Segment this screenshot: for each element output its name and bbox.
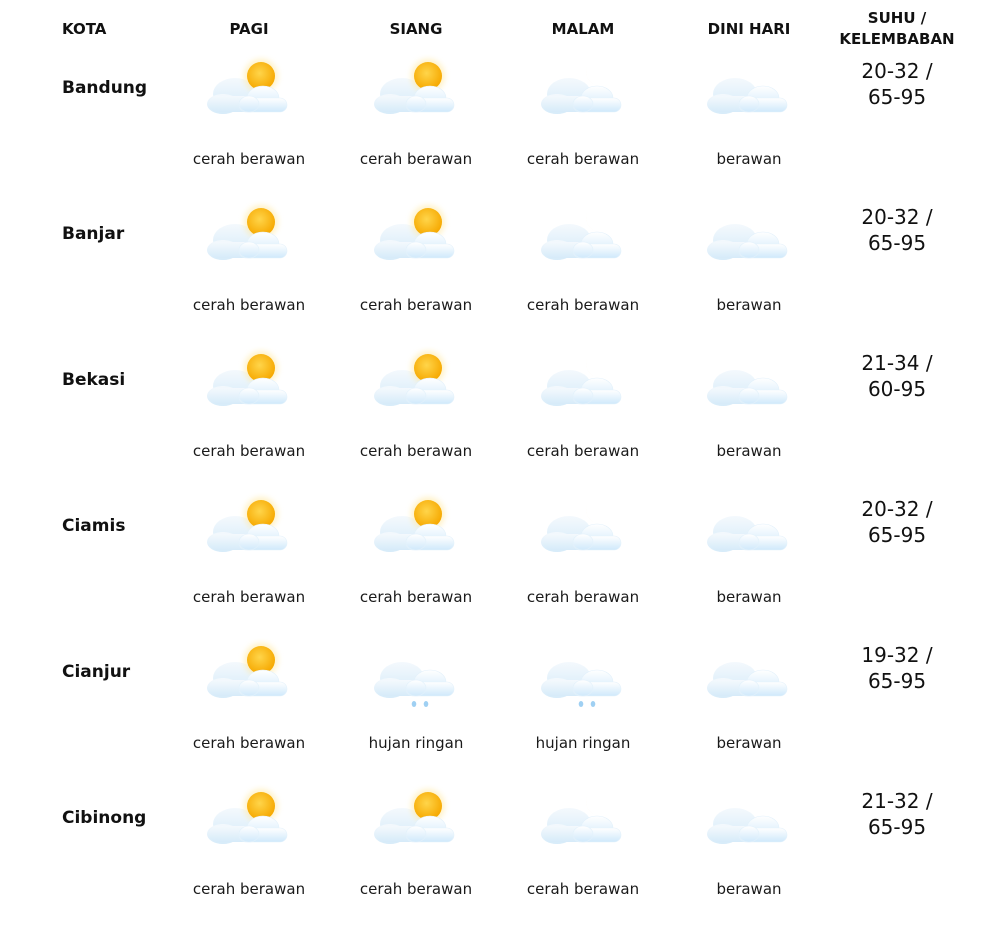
weather-desc: cerah berawan (192, 588, 306, 606)
slot-malam (500, 638, 666, 760)
weather-desc: cerah berawan (526, 150, 640, 168)
header-pagi: PAGI (229, 19, 269, 38)
slot-siang (333, 492, 499, 614)
rain-cloud-icon (541, 638, 625, 702)
weather-desc: cerah berawan (359, 296, 473, 314)
weather-desc: cerah berawan (359, 880, 473, 898)
city-row (0, 42, 1000, 188)
cloud-icon (707, 492, 791, 556)
slot-pagi (166, 492, 332, 614)
sun-cloud-icon (374, 346, 458, 410)
weather-desc: berawan (716, 442, 782, 460)
city-row (0, 480, 1000, 626)
weather-desc: berawan (716, 588, 782, 606)
cloud-icon (707, 784, 791, 848)
slot-dini-hari (666, 200, 832, 322)
weather-desc: berawan (716, 150, 782, 168)
temp-humidity (832, 788, 962, 840)
moon-cloud-icon (541, 784, 625, 848)
header-suhu-line2: KELEMBABAN (839, 30, 955, 48)
header-dini-hari: DINI HARI (707, 19, 791, 38)
weather-desc: cerah berawan (192, 296, 306, 314)
temp-range: 20-32 / (861, 59, 933, 83)
slot-dini-hari (666, 346, 832, 468)
sun-cloud-icon (374, 54, 458, 118)
header-malam: MALAM (551, 19, 615, 38)
weather-desc: cerah berawan (526, 442, 640, 460)
slot-siang (333, 784, 499, 906)
sun-cloud-icon (374, 200, 458, 264)
weather-desc: cerah berawan (192, 880, 306, 898)
temp-humidity (832, 496, 962, 548)
humidity-range: 60-95 (867, 377, 927, 401)
cloud-icon (707, 346, 791, 410)
rain-cloud-icon (374, 638, 458, 702)
city-row (0, 334, 1000, 480)
moon-cloud-icon (541, 200, 625, 264)
humidity-range: 65-95 (867, 85, 927, 109)
sun-cloud-icon (374, 784, 458, 848)
weather-desc: cerah berawan (526, 296, 640, 314)
temp-humidity (832, 204, 962, 256)
weather-desc: cerah berawan (359, 588, 473, 606)
humidity-range: 65-95 (867, 815, 927, 839)
slot-pagi (166, 200, 332, 322)
weather-desc: hujan ringan (535, 734, 631, 752)
slot-malam (500, 492, 666, 614)
humidity-range: 65-95 (867, 231, 927, 255)
weather-desc: cerah berawan (192, 734, 306, 752)
header-kota: KOTA (62, 19, 107, 38)
weather-desc: berawan (716, 734, 782, 752)
moon-cloud-icon (541, 492, 625, 556)
sun-cloud-icon (207, 492, 291, 556)
humidity-range: 65-95 (867, 523, 927, 547)
moon-cloud-icon (541, 346, 625, 410)
header-siang: SIANG (389, 19, 443, 38)
slot-dini-hari (666, 784, 832, 906)
weather-desc: berawan (716, 880, 782, 898)
temp-range: 21-34 / (861, 351, 933, 375)
slot-malam (500, 54, 666, 176)
weather-desc: berawan (716, 296, 782, 314)
temp-range: 20-32 / (861, 497, 933, 521)
temp-humidity (832, 642, 962, 694)
weather-desc: cerah berawan (359, 150, 473, 168)
weather-desc: cerah berawan (526, 588, 640, 606)
slot-malam (500, 346, 666, 468)
city-name: Bandung (62, 78, 148, 98)
sun-cloud-icon (207, 54, 291, 118)
slot-pagi (166, 784, 332, 906)
temp-range: 20-32 / (861, 205, 933, 229)
temp-humidity (832, 58, 962, 110)
weather-desc: cerah berawan (359, 442, 473, 460)
cloud-icon (707, 54, 791, 118)
city-name: Cibinong (62, 808, 147, 828)
header-suhu-line1: SUHU / (867, 9, 927, 27)
slot-siang (333, 200, 499, 322)
slot-pagi (166, 638, 332, 760)
slot-pagi (166, 346, 332, 468)
temp-range: 21-32 / (861, 789, 933, 813)
city-row (0, 188, 1000, 334)
sun-cloud-icon (207, 200, 291, 264)
sun-cloud-icon (207, 638, 291, 702)
cloud-icon (707, 200, 791, 264)
temp-range: 19-32 / (861, 643, 933, 667)
slot-siang (333, 638, 499, 760)
weather-desc: cerah berawan (192, 442, 306, 460)
city-row (0, 772, 1000, 918)
sun-cloud-icon (207, 346, 291, 410)
slot-pagi (166, 54, 332, 176)
slot-malam (500, 200, 666, 322)
slot-dini-hari (666, 492, 832, 614)
city-name: Ciamis (62, 516, 126, 536)
slot-siang (333, 346, 499, 468)
city-row (0, 626, 1000, 772)
moon-cloud-icon (541, 54, 625, 118)
humidity-range: 65-95 (867, 669, 927, 693)
sun-cloud-icon (207, 784, 291, 848)
sun-cloud-icon (374, 492, 458, 556)
city-name: Banjar (62, 224, 125, 244)
city-name: Bekasi (62, 370, 126, 390)
slot-dini-hari (666, 638, 832, 760)
temp-humidity (832, 350, 962, 402)
slot-siang (333, 54, 499, 176)
weather-desc: cerah berawan (192, 150, 306, 168)
slot-malam (500, 784, 666, 906)
city-name: Cianjur (62, 662, 131, 682)
cloud-icon (707, 638, 791, 702)
weather-desc: hujan ringan (368, 734, 464, 752)
weather-desc: cerah berawan (526, 880, 640, 898)
slot-dini-hari (666, 54, 832, 176)
